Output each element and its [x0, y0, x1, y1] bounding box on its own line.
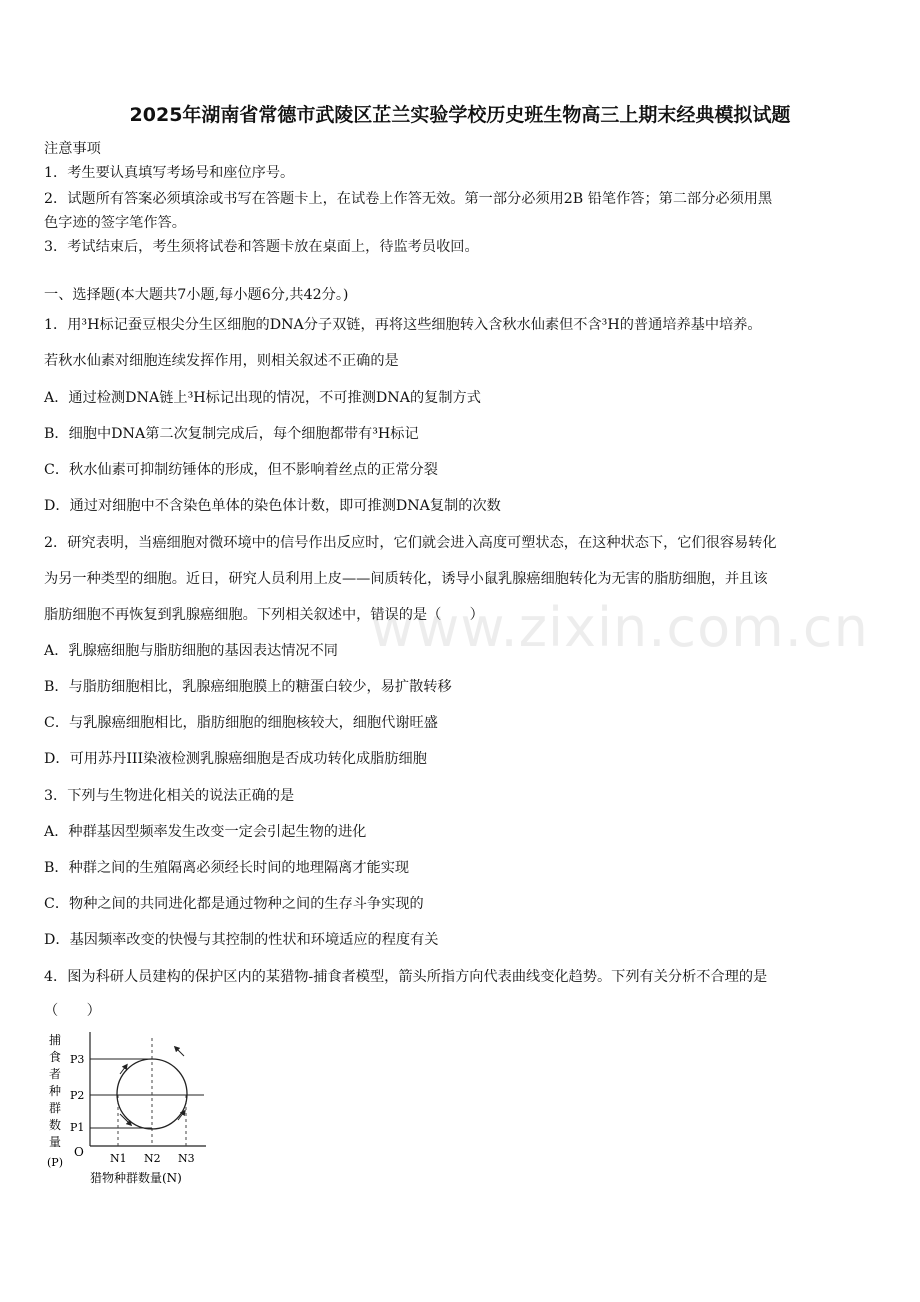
q4-stem-line2: （ ） — [44, 1003, 101, 1019]
y-tick-p1: P1 — [70, 1121, 85, 1134]
notice-item-3: 3．考试结束后，考生须将试卷和答题卡放在桌面上，待监考员收回。 — [44, 239, 479, 255]
y-tick-p3: P3 — [70, 1053, 85, 1066]
x-tick-n3: N3 — [178, 1152, 195, 1165]
q2-stem-line2: 为另一种类型的细胞。近日，研究人员利用上皮——间质转化，诱导小鼠乳腺癌细胞转化为无害的脂肪细胞，并且该 — [44, 571, 768, 587]
page-title: 2025年湖南省常德市武陵区芷兰实验学校历史班生物高三上期末经典模拟试题 — [129, 104, 791, 126]
ylabel-char-6: 数 — [49, 1118, 62, 1132]
q2-option-d: D．可用苏丹III染液检测乳腺癌细胞是否成功转化成脂肪细胞 — [44, 751, 427, 767]
q2-stem-line1: 2．研究表明，当癌细胞对微环境中的信号作出反应时，它们就会进入高度可塑状态，在这种状态下，它们很容易转化 — [44, 535, 777, 551]
notice-item-2: 2．试题所有答案必须填涂或书写在答题卡上，在试卷上作答无效。第一部分必须用2B 铅笔作答；第二部分必须用黑 — [44, 191, 773, 207]
section-heading: 一、选择题(本大题共7小题,每小题6分,共42分。) — [44, 287, 349, 303]
x-tick-n2: N2 — [144, 1152, 161, 1165]
ylabel-char-5: 群 — [49, 1101, 62, 1115]
ylabel-char-7: 量 — [49, 1135, 62, 1149]
q3-option-b: B．种群之间的生殖隔离必须经长时间的地理隔离才能实现 — [44, 860, 410, 876]
q3-stem: 3．下列与生物进化相关的说法正确的是 — [44, 788, 295, 804]
q4-stem-line1: 4．图为科研人员建构的保护区内的某猎物-捕食者模型，箭头所指方向代表曲线变化趋势。下列有关分析不合理的是 — [44, 969, 768, 985]
q2-stem-line3: 脂肪细胞不再恢复到乳腺癌细胞。下列相关叙述中，错误的是（ ） — [44, 607, 484, 623]
q1-stem-line2: 若秋水仙素对细胞连续发挥作用，则相关叙述不正确的是 — [44, 353, 399, 369]
predator-prey-figure — [44, 1028, 224, 1188]
q3-option-d: D．基因频率改变的快慢与其控制的性状和环境适应的程度有关 — [44, 932, 439, 948]
ylabel-char-3: 者 — [49, 1067, 62, 1081]
notice-heading: 注意事项 — [44, 141, 101, 157]
ylabel-char-1: 捕 — [49, 1033, 62, 1047]
q2-option-c: C．与乳腺癌细胞相比，脂肪细胞的细胞核较大，细胞代谢旺盛 — [44, 715, 438, 731]
q1-stem-line1: 1．用³H标记蚕豆根尖分生区细胞的DNA分子双链，再将这些细胞转入含秋水仙素但不含³H的普通培养基中培养。 — [44, 317, 762, 333]
arrow-left-icon — [120, 1066, 126, 1074]
q2-option-a: A．乳腺癌细胞与脂肪细胞的基因表达情况不同 — [44, 643, 338, 659]
q1-option-a: A．通过检测DNA链上³H标记出现的情况，不可推测DNA的复制方式 — [44, 390, 481, 406]
origin-label: O — [74, 1145, 84, 1159]
xlabel: 猎物种群数量(N) — [90, 1171, 182, 1185]
q2-option-b: B．与脂肪细胞相比，乳腺癌细胞膜上的糖蛋白较少，易扩散转移 — [44, 679, 452, 695]
x-tick-n1: N1 — [110, 1152, 127, 1165]
ylabel-unit: (P) — [47, 1156, 63, 1169]
q3-option-a: A．种群基因型频率发生改变一定会引起生物的进化 — [44, 824, 367, 840]
y-tick-p2: P2 — [70, 1089, 85, 1102]
q1-option-c: C．秋水仙素可抑制纺锤体的形成，但不影响着丝点的正常分裂 — [44, 462, 438, 478]
arrow-top-icon — [176, 1048, 184, 1056]
ylabel-char-2: 食 — [49, 1050, 62, 1064]
q1-option-d: D．通过对细胞中不含染色单体的染色体计数，即可推测DNA复制的次数 — [44, 498, 501, 514]
watermark: www.zixin.com.cn — [370, 596, 869, 659]
ylabel-char-4: 种 — [49, 1084, 62, 1098]
q1-option-b: B．细胞中DNA第二次复制完成后，每个细胞都带有³H标记 — [44, 426, 419, 442]
q3-option-c: C．物种之间的共同进化都是通过物种之间的生存斗争实现的 — [44, 896, 424, 912]
notice-item-2-cont: 色字迹的签字笔作答。 — [44, 215, 186, 231]
notice-item-1: 1．考生要认真填写考场号和座位序号。 — [44, 165, 295, 181]
